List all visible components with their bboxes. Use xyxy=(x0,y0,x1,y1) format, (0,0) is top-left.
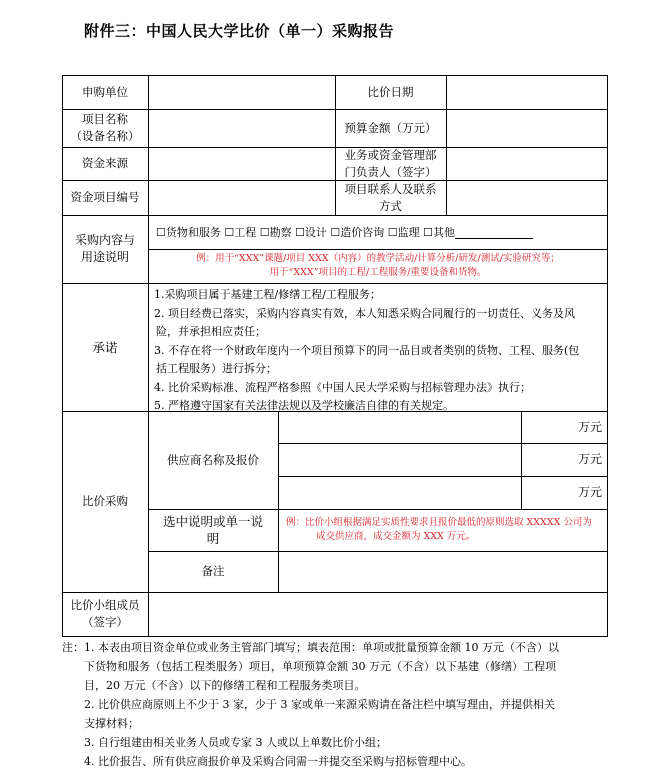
members-label: 比价小组成员 （签字） xyxy=(70,598,140,629)
remarks-label: 备注 xyxy=(201,564,225,578)
page-title: 附件三：中国人民大学比价（单一）采购报告 xyxy=(84,22,395,40)
note-1-cont-1: 下货物和服务（包括工程类服务）项目，单项预算金额 30 万元（不含）以下基建（修缮）工程项 xyxy=(84,660,556,673)
purchasing-unit-field[interactable] xyxy=(148,75,335,109)
project-name-field[interactable] xyxy=(148,109,335,147)
fund-source-label: 资金来源 xyxy=(82,156,128,170)
contact-field[interactable] xyxy=(446,180,608,215)
selection-example: 例：比价小组根据满足实质性要求且报价最低的原则选取 XXXXX 公司为 成交供应商，成交金额为 XXX 万元。 xyxy=(286,517,592,542)
other-blank-line[interactable] xyxy=(455,226,533,239)
supplier-3-field[interactable] xyxy=(278,476,521,509)
note-4: 4. 比价报告、所有供应商报价单及采购合同需一并提交至采购与招标管理中心。 xyxy=(84,755,472,768)
note-1: 1. 本表由项目资金单位或业务主管部门填写；填表范围：单项或批量预算金额 10 万元（不含）以 xyxy=(84,641,559,654)
purchasing-unit-label: 申购单位 xyxy=(82,84,128,99)
note-3: 3. 自行组建由相关业务人员或专家 3 人或以上单数比价小组； xyxy=(84,736,387,749)
selection-label: 选中说明或单一说 明 xyxy=(162,514,263,546)
note-1-cont-2: 目，20 万元（不含）以下的修缮工程和工程服务类项目。 xyxy=(84,679,366,692)
note-2-cont: 支撑材料； xyxy=(84,717,139,730)
purchase-content-label: 采购内容与 用途说明 xyxy=(74,233,135,264)
manager-signature-field[interactable] xyxy=(446,147,608,180)
remarks-field[interactable] xyxy=(278,551,608,592)
fund-project-no-field[interactable] xyxy=(148,180,335,215)
supplier-2-field[interactable] xyxy=(278,443,521,476)
members-signature-field[interactable] xyxy=(148,592,608,636)
fund-project-no-label: 资金项目编号 xyxy=(70,190,140,204)
commitment-text: 1.采购项目属于基建工程/修缮工程/工程服务； 2. 项目经费已落实，采购内容真实有效，本人知悉采购合同履行的一切责任、义务及风 险，并承担相应责任； 3. 不存在将一个财政年度内一个项目预算下的同一品目或者类别的货物、工程、服务(包 括工程服务）进行拆分； 4. 比价采购标准、流程严格参照《中国人民大学采购与招标管理办法》执行； 5. 严格遵守国家有关法律法规以及学校廉洁自律的有关规定。 xyxy=(154,288,580,412)
budget-label: 预算金额（万元） xyxy=(344,120,437,135)
purchase-type-checkboxes[interactable]: ☐货物和服务 ☐工程 ☐勘察 ☐设计 ☐造价咨询 ☐监理 ☐其他 xyxy=(148,215,608,249)
supplier-1-unit: 万元 xyxy=(577,419,602,434)
procurement-report-form xyxy=(62,75,608,637)
commitment-label: 承诺 xyxy=(92,339,118,355)
contact-label: 项目联系人及联系 方式 xyxy=(344,181,437,213)
project-name-label: 项目名称 （设备名称） xyxy=(70,112,140,143)
supplier-2-unit: 万元 xyxy=(577,452,602,466)
fund-source-field[interactable] xyxy=(148,147,335,180)
note-2: 2. 比价供应商原则上不少于 3 家，少于 3 家或单一来源采购请在备注栏中填写理由，并提供相关 xyxy=(84,698,555,711)
supplier-quote-label: 供应商名称及报价 xyxy=(167,452,259,467)
purchase-content-example: 例：用于“XXX”课题/项目 XXX（内容）的教学活动/计算分析/研发/测试/实验研究等； 用于“XXX”项目的工程/工程服务/重要设备和货物。 xyxy=(196,253,560,278)
notes-section xyxy=(62,638,622,771)
comparison-label: 比价采购 xyxy=(82,494,128,508)
supplier-3-unit: 万元 xyxy=(577,485,602,499)
quote-date-label: 比价日期 xyxy=(367,84,414,99)
notes-label: 注： xyxy=(62,641,84,654)
manager-signature-label: 业务或资金管理部 门负责人（签字） xyxy=(344,147,437,179)
supplier-1-field[interactable] xyxy=(278,411,521,443)
quote-date-field[interactable] xyxy=(446,75,608,109)
budget-field[interactable] xyxy=(446,109,608,147)
